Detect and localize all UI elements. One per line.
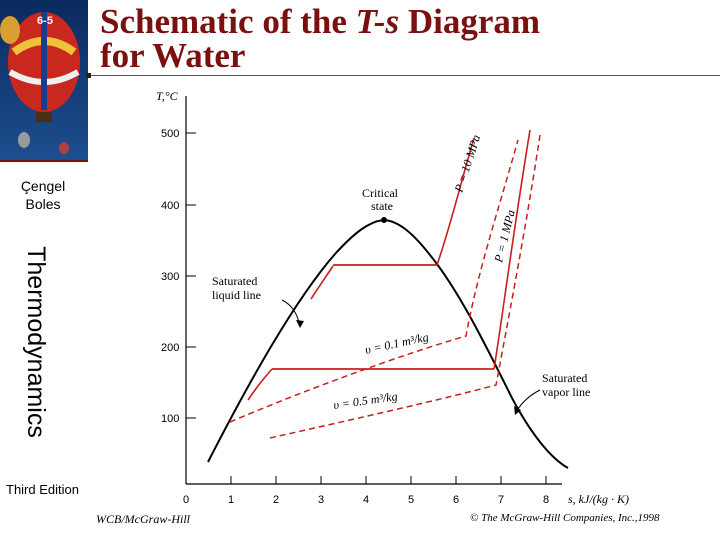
sat-liquid-arrowhead bbox=[296, 320, 304, 328]
x-tick-label: 3 bbox=[317, 494, 325, 506]
y-tick-label: 500 bbox=[161, 128, 180, 140]
copyright-label: © The McGraw-Hill Companies, Inc.,1998 bbox=[470, 512, 660, 524]
y-axis-label: T,°C bbox=[156, 89, 178, 103]
x-axis-label: s, kJ/(kg · K) bbox=[568, 492, 629, 506]
x-ticks bbox=[183, 476, 549, 506]
v01-label: υ = 0.1 m³/kg bbox=[363, 329, 430, 357]
x-tick-label: 2 bbox=[272, 494, 280, 506]
critical-point bbox=[381, 217, 387, 223]
y-tick-label: 200 bbox=[161, 342, 180, 354]
critical-label: Critical bbox=[362, 186, 398, 200]
sat-liquid-label: liquid line bbox=[212, 288, 261, 302]
author-boles: Boles bbox=[25, 196, 61, 212]
book-title-vertical: Thermodynamics bbox=[22, 246, 50, 438]
x-tick-label: 8 bbox=[542, 494, 550, 506]
sat-liquid-label: Saturated bbox=[212, 274, 258, 288]
y-tick-label: 400 bbox=[161, 200, 180, 212]
y-tick-label: 100 bbox=[161, 413, 180, 425]
slide-number: 6-5 bbox=[37, 15, 53, 27]
p1-label: P = 1 MPa bbox=[491, 208, 518, 264]
author-cengel: Çengel bbox=[20, 178, 66, 194]
x-tick-label: 4 bbox=[362, 494, 370, 506]
title-prefix: Schematic of the bbox=[100, 2, 356, 41]
sat-vapor-leader bbox=[516, 390, 540, 412]
x-tick-label: 6 bbox=[452, 494, 460, 506]
edition-label: Third Edition bbox=[6, 482, 79, 497]
publisher-label: WCB/McGraw-Hill bbox=[96, 512, 190, 526]
y-tick-label: 300 bbox=[161, 271, 180, 283]
title-italic: T-s bbox=[355, 2, 400, 41]
critical-label: state bbox=[371, 199, 393, 213]
v05-label: υ = 0.5 m³/kg bbox=[332, 389, 399, 412]
isochore-0p1 bbox=[230, 140, 518, 422]
x-tick-label: 5 bbox=[407, 494, 415, 506]
x-tick-label: 0 bbox=[182, 494, 190, 506]
sat-vapor-label: vapor line bbox=[542, 385, 591, 399]
x-tick-label: 1 bbox=[227, 494, 235, 506]
title-suffix: Diagram bbox=[399, 2, 541, 41]
y-ticks bbox=[161, 128, 196, 425]
isobar-1mpa-liquid bbox=[248, 369, 272, 400]
x-tick-label: 7 bbox=[497, 494, 505, 506]
title-line2: for Water bbox=[100, 36, 246, 75]
p10-label: P = 10 MPa bbox=[451, 132, 484, 194]
sat-vapor-label: Saturated bbox=[542, 371, 588, 385]
